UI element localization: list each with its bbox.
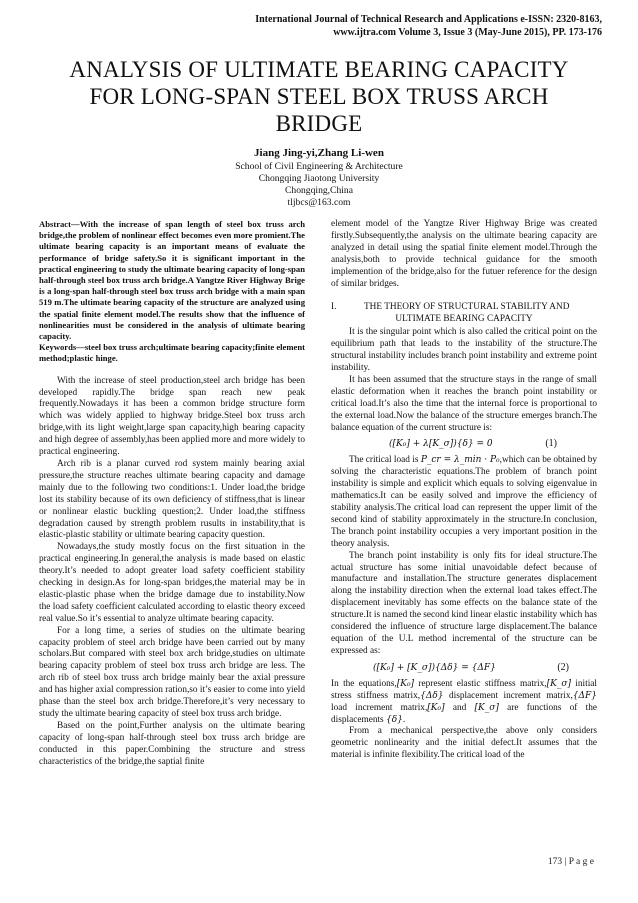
equation-1 <box>331 436 597 452</box>
text-run: represent elastic stiffness matrix, <box>414 678 547 689</box>
symbol-delta-delta: {Δδ} <box>420 690 444 701</box>
paper-title-line3: BRIDGE <box>275 111 363 136</box>
text-run: . <box>402 714 406 725</box>
symbol-k0: [K₀] <box>396 678 415 689</box>
left-column <box>39 219 305 769</box>
text-run: load increment matrix, <box>331 702 428 713</box>
symbol-k0: [K₀] <box>427 702 445 713</box>
body-paragraph: Nowadays,the study mostly focus on the first situation in the practical engineering.In general,the analysis is made based on elastic theory.It’s needed to adopt greater load safety coefficient stability checking in design.As for long-span bridges,the material may be in elastic-plastic phase when the bridge damage due to instability.Now the load safety coefficient calculated according to elastic theory exceed real value.So it’s essential to analyze ultimate bearing capacity. <box>39 542 305 624</box>
text-run: In the equations, <box>331 678 397 689</box>
section-number: I. <box>331 302 337 313</box>
body-paragraph: element model of the Yangtze River Highway Brige was created firstly.Subsequently,the analysis on the ultimate bearing capacity are analyzed in detail using the spatial finite element model.Through the analysis,both to provide technical guidance for the smooth implemention of the bridge,also for the futuer reference for the design of similar bridges. <box>331 219 597 289</box>
section-title-line2: ULTIMATE BEARING CAPACITY <box>395 314 533 325</box>
body-paragraph: From a mechanical perspective,the above only considers geometric nonlinearity and the initial defect.It assumes that the material is infinite flexibility.The critical load of the <box>331 726 597 761</box>
paper-title-line1: ANALYSIS OF ULTIMATE BEARING CAPACITY <box>69 57 569 82</box>
symbol-ksigma: [K_σ] <box>474 702 499 713</box>
section-heading <box>331 302 597 326</box>
symbol-delta: {δ} <box>386 714 403 725</box>
paper-title <box>20 56 618 137</box>
affiliation-city: Chongqing,China <box>285 185 353 196</box>
paper-title-line2: FOR LONG-SPAN STEEL BOX TRUSS ARCH <box>89 84 549 109</box>
section-title-line1: THE THEORY OF STRUCTURAL STABILITY AND <box>363 302 570 313</box>
text-run: and <box>444 702 475 713</box>
text-run: ,which can be obtained by solving the characteristic equations.The problem of branch point instability is simple and explicit which equals to solving eigenvalue in mathematics.It can be easily solved and improve the efficiency of stability analysis.The critical load can represent the upper limit of the second kind of stability approximately in the structure.In conclusion, The branch point instability occupies a very important position in the theory analysis. <box>331 455 598 549</box>
text-run: are functions of the displacements <box>331 702 597 725</box>
journal-header <box>82 13 602 39</box>
body-paragraph: It is the singular point which is also called the critical point on the equilibrium path that leads to the instability of the structure.The structural instability includes branch point instability and extreme point instability. <box>331 327 597 373</box>
body-paragraph: Arch rib is a planar curved rod system mainly bearing axial pressure,the structure reaches ultimate bearing capacity and damage mainly due to the following two conditions:1. Under load,the bridge lost its stability because of its own deficiency of stiffness,that is linear or nonlinear elastic buckling question;2. Under load,the stiffness degradation caused by strength problem rusults in instability,that is elastic-plastic stability or ultimate bearing capacity question. <box>39 458 305 541</box>
affiliation-university: Chongqing Jiaotong University <box>258 173 380 184</box>
equation-1-formula: ([K₀] + λ[K_σ]){δ} = 0 <box>389 439 493 450</box>
affiliation-dept: School of Civil Engineering & Architecture <box>235 161 403 172</box>
journal-header-line1: International Journal of Technical Research and Applications e-ISSN: 2320-8163, <box>255 14 602 25</box>
right-column <box>331 219 597 762</box>
abstract: Abstract—With the increase of span length of steel box truss arch bridge,the problem of nonlinear effect becomes even more promient.The ultimate bearing capacity is an important means of evaluate the performance of bridge safety.So it is significant important in the practical engineering to study the ultimate bearing capacity of long-span half-through steel box truss arch bridge.A Yangtze River Highway Brige is a long-span half-through steel box truss arch bridge with a main span 519 m.The ultimate bearing capacity of the structure are analyzed using the spatial finite element model.The results show that the influence of nonlinearities must be considered in the analysis of ultimate bearing capacity. <box>39 219 305 342</box>
body-paragraph <box>331 455 597 550</box>
affiliation <box>0 161 638 209</box>
body-paragraph: The branch point instability is only fits for ideal structure.The actual structure has some initial unavoidable defect because of manufacture and installation.The structure generates displacement along the instability direction when the external load takes effect.The displacement inevitably has some effects on the balance state of the structure.It is named the second kind linear elastic instability which has considered the influence of structure large displacement.The balance equation of the U.L method incremental of the structure can be expressed as: <box>331 550 597 656</box>
affiliation-email: tljbcs@163.com <box>287 197 351 208</box>
journal-header-line2: www.ijtra.com Volume 3, Issue 3 (May-June 2015), PP. 173-176 <box>333 27 602 38</box>
text-run: initial stress stiffness matrix, <box>331 678 597 701</box>
keywords: Keywords—steel box truss arch;ultimate bearing capacity;finite element method;plastic hinge. <box>39 342 305 364</box>
body-paragraph: Based on the point,Further analysis on the ultimate bearing capacity of long-span half-through steel box truss arch bridge are conducted in this paper.Combining the structure and stress characteristics of the bridge,the saptial finite <box>39 720 305 767</box>
body-paragraph: It has been assumed that the structure stays in the range of small elastic deformation when it reaches the branch point instability or critical load.It’s also the time that the internal force is proportional to the external load.Now the balance of the structure emerges branch.The balance equation of the current structure is: <box>331 374 597 433</box>
equation-2 <box>331 660 597 676</box>
symbol-delta-f: {ΔF} <box>572 690 597 701</box>
body-paragraph: With the increase of steel production,steel arch bridge has been developed rapidly.The bridge span reach new peak frequently.Nowadays it has been a common bridge structure form which was widely applied to highway bridge.Steel box truss arch bridge,with its light weight,large span capacity,high bearing capacity and high degree of assembly,has been applied more and more widely to practical engineering. <box>39 375 305 458</box>
text-run: displacement increment matrix, <box>443 690 573 701</box>
equation-2-number: (2) <box>557 661 569 673</box>
page-footer: 173 | P a g e <box>547 857 594 867</box>
body-paragraph <box>331 679 597 727</box>
equation-1-number: (1) <box>545 438 557 450</box>
equation-2-formula: ([K₀] + [K_σ]){Δδ} = {ΔF} <box>373 662 496 673</box>
authors: Jiang Jing-yi,Zhang Li-wen <box>254 147 384 159</box>
body-paragraph: For a long time, a series of studies on the ultimate bearing capacity problem of steel arch bridge have been carried out by many scholars.But compared with steel box arch bridge,studies on ultimate bearing capacity problem of steel box truss arch bridge are less. The arch rib of steel box truss arch bridge mainly bear the axial pressure and has higher axial compression ration,so it’s easier to come into yield phase than the steel box arch bridge.Therefore,it’s very necessary to study the ultimate bearing capacity of steel box truss arch bridge. <box>39 625 305 720</box>
critical-load-formula: P_cr = λ_min · P₀ <box>420 455 500 466</box>
symbol-ksigma: [K_σ] <box>546 678 571 689</box>
text-run: The critical load is <box>349 455 419 466</box>
